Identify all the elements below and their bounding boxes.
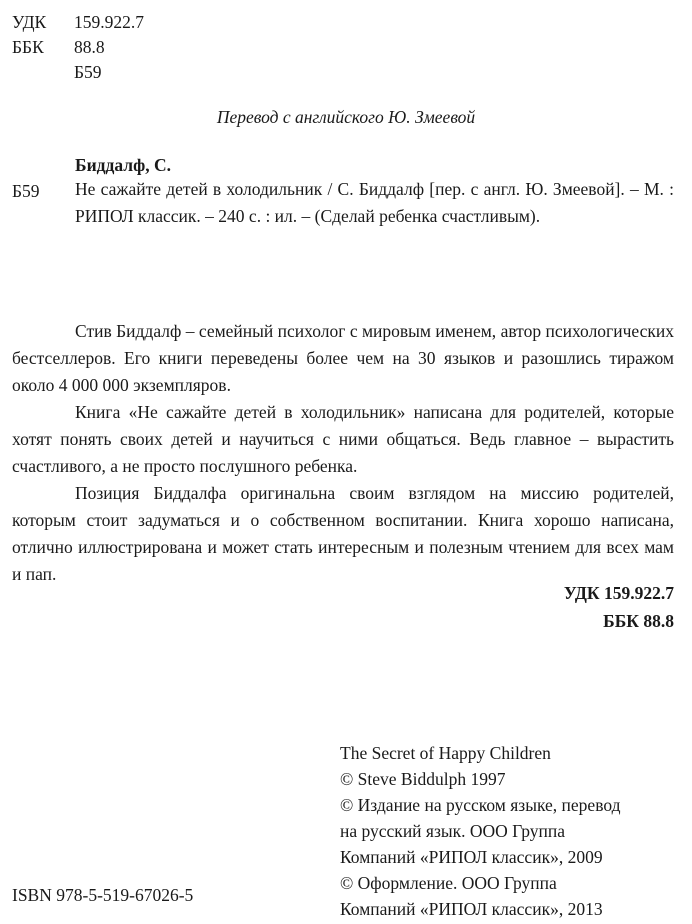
udk-row [12, 12, 144, 33]
udk-label: УДК [12, 12, 47, 32]
catalog-description: Не сажайте детей в холодильник / С. Биддалф [пер. с англ. Ю. Змеевой]. – М. : РИПОЛ классик. – 240 с. : ил. – (Сделай ребенка счастливым). [75, 179, 674, 226]
copyright-line: The Secret of Happy Children [340, 743, 551, 763]
annotation-paragraph: Стив Биддалф – семейный психолог с мировым именем, автор психологических бестселлеров. Его книги переведены более чем на 30 языков и разошлись тиражом около 4 000 000 экземпляров. [12, 321, 674, 395]
footer-codes [564, 579, 674, 635]
copyright-line: Компаний «РИПОЛ классик», 2013 [340, 899, 603, 919]
footer-udk: УДК 159.922.7 [563, 583, 674, 603]
bbk-row [12, 37, 105, 58]
author-mark-row [12, 62, 102, 83]
copyright-line: Компаний «РИПОЛ классик», 2009 [340, 847, 603, 867]
copyright-line: © Издание на русском языке, перевод [340, 795, 621, 815]
annotation-paragraph: Книга «Не сажайте детей в холодильник» написана для родителей, которые хотят понять своих детей и научиться с ними общаться. Ведь главное – вырастить счастливого, а не просто послушного ребенка. [12, 402, 674, 476]
bbk-label: ББК [12, 37, 44, 57]
author-mark: Б59 [74, 62, 102, 82]
footer-bbk: ББК 88.8 [603, 611, 674, 631]
annotation [12, 318, 674, 588]
copyright-line: © Оформление. ООО Группа [340, 873, 557, 893]
copyright-line: © Steve Biddulph 1997 [340, 769, 506, 789]
udk-value: 159.922.7 [74, 12, 144, 32]
catalog-mark: Б59 [12, 181, 40, 201]
copyright-block [340, 740, 690, 922]
isbn: ISBN 978-5-519-67026-5 [12, 885, 194, 905]
copyright-line: на русский язык. ООО Группа [340, 821, 565, 841]
translator-line: Перевод с английского Ю. Змеевой [216, 107, 476, 127]
annotation-paragraph: Позиция Биддалфа оригинальна своим взглядом на миссию родителей, которым стоит задуматься и о собственном воспитании. Книга хорошо написана, отлично иллюстрирована и может стать интересным и полезным чтением для всех мам и пап. [12, 483, 674, 584]
catalog-author: Биддалф, С. [75, 155, 171, 175]
bbk-value: 88.8 [74, 37, 105, 57]
